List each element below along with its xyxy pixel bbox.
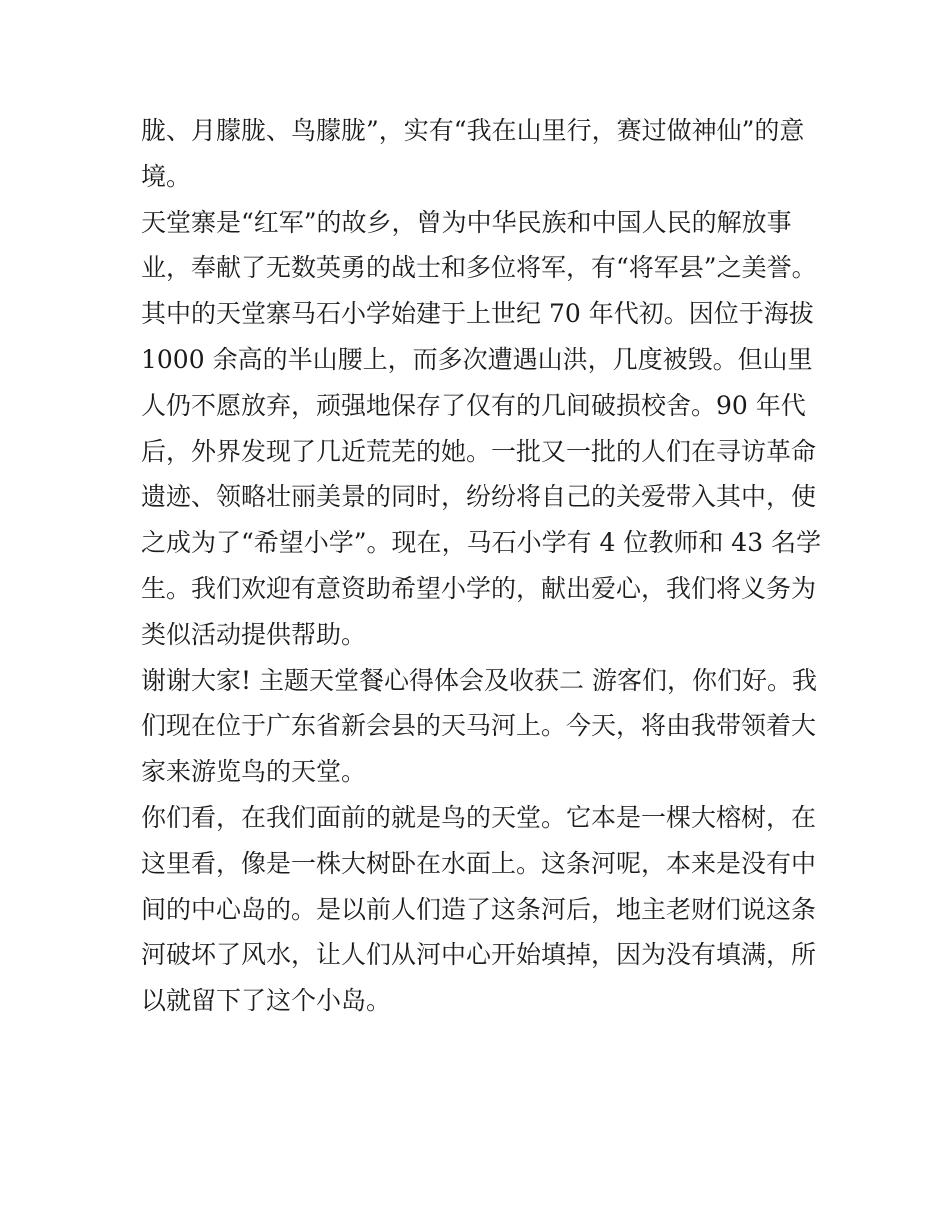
text-line: 其中的天堂寨马石小学始建于上世纪 70 年代初。因位于海拔 bbox=[141, 299, 814, 329]
text-line: 业，奉献了无数英勇的战士和多位将军，有“将军县”之美誉。 bbox=[141, 253, 817, 283]
text-line: 你们看，在我们面前的就是鸟的天堂。它本是一棵大榕树，在 bbox=[141, 802, 817, 832]
text-line: 1000 余高的半山腰上，而多次遭遇山洪，几度被毁。但山里 bbox=[141, 344, 813, 374]
text-line: 谢谢大家! 主题天堂餐心得体会及收获二 游客们，你们好。我 bbox=[141, 665, 817, 695]
text-line: 之成为了“希望小学”。现在，马石小学有 4 位教师和 43 名学 bbox=[141, 528, 822, 558]
text-line: 天堂寨是“红军”的故乡，曾为中华民族和中国人民的解放事 bbox=[141, 207, 792, 237]
text-line: 类似活动提供帮助。 bbox=[141, 619, 367, 649]
paragraph bbox=[141, 108, 831, 200]
document-body bbox=[141, 108, 831, 1024]
text-line: 间的中心岛的。是以前人们造了这条河后，地主老财们说这条 bbox=[141, 894, 817, 924]
text-line: 生。我们欢迎有意资助希望小学的，献出爱心，我们将义务为 bbox=[141, 573, 817, 603]
text-line: 家来游览鸟的天堂。 bbox=[141, 757, 367, 787]
text-line: 以就留下了这个小岛。 bbox=[141, 986, 392, 1016]
text-line: 胧、月朦胧、鸟朦胧”，实有“我在山里行，赛过做神仙”的意 bbox=[141, 116, 805, 145]
text-line: 河破坏了风水，让人们从河中心开始填掉，因为没有填满，所 bbox=[141, 940, 817, 970]
text-line: 境。 bbox=[141, 161, 192, 191]
text-line: 遗迹、领略壮丽美景的同时，纷纷将自己的关爱带入其中，使 bbox=[141, 482, 817, 512]
paragraph bbox=[141, 200, 831, 658]
text-line: 人仍不愿放弃，顽强地保存了仅有的几间破损校舍。90 年代 bbox=[141, 390, 806, 420]
paragraph bbox=[141, 795, 831, 1024]
text-line: 们现在位于广东省新会县的天马河上。今天，将由我带领着大 bbox=[141, 711, 817, 741]
text-line: 后，外界发现了几近荒芜的她。一批又一批的人们在寻访革命 bbox=[141, 436, 817, 466]
text-line: 这里看，像是一株大树卧在水面上。这条河呢，本来是没有中 bbox=[141, 848, 817, 878]
paragraph bbox=[141, 658, 831, 795]
